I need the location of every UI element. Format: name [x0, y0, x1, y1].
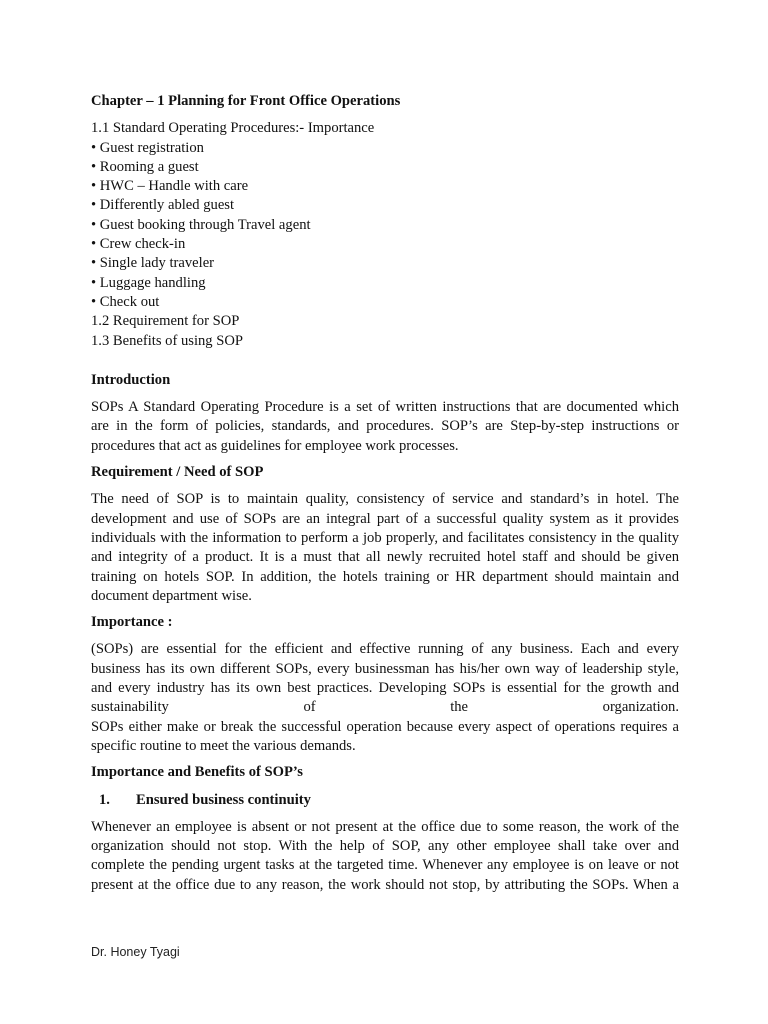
numbered-subheading [91, 791, 679, 810]
paragraph-line: specific routine to meet the various demands. [91, 737, 356, 754]
toc-line: • Differently abled guest [91, 197, 235, 214]
page-footer: Dr. Honey Tyagi [91, 945, 180, 959]
table-of-contents [91, 119, 679, 351]
document-page [91, 92, 679, 902]
item-number: 1. [99, 791, 110, 808]
paragraph-line: business has its own different SOPs, every businessman has his/her own way of leadership style, [91, 660, 679, 677]
requirement-heading: Requirement / Need of SOP [91, 464, 264, 481]
importance-paragraph [91, 640, 679, 756]
paragraph-line: complete the pending urgent tasks at the targeted time. Whenever any employee is on leave or not [91, 857, 679, 874]
toc-line: • Crew check-in [91, 236, 186, 253]
benefits-heading: Importance and Benefits of SOP’s [91, 764, 303, 781]
paragraph-line: development and use of SOPs are an integral part of a successful quality system as it provides [91, 510, 679, 527]
paragraph-line: present at the office due to any reason, the work should not stop, by attributing the SOPs. When a [91, 876, 679, 893]
paragraph-line: are in the form of policies, standards, and procedures. SOP’s are Step-by-step instructions or [91, 418, 679, 435]
spread-word: sustainability [91, 699, 169, 716]
toc-line: • Single lady traveler [91, 255, 215, 272]
paragraph-line: individuals with the information to perform a job properly, and facilitates consistency in the quality [91, 529, 679, 546]
toc-line: • Luggage handling [91, 274, 206, 291]
paragraph-line: and every industry has its own best practices. Developing SOPs is essential for the growth and [91, 680, 679, 697]
paragraph-line: procedures that act as guidelines for employee work processes. [91, 437, 459, 454]
paragraph-line: SOPs either make or break the successful operation because every aspect of operations requires a [91, 718, 679, 735]
toc-line: 1.1 Standard Operating Procedures:- Importance [91, 120, 375, 137]
continuity-paragraph [91, 818, 679, 895]
toc-line: 1.2 Requirement for SOP [91, 313, 240, 330]
paragraph-line: training on hotels SOP. In addition, the hotels training or HR department should maintain and [91, 568, 679, 585]
toc-line: • Check out [91, 293, 160, 310]
introduction-heading: Introduction [91, 371, 171, 388]
importance-heading: Importance : [91, 614, 173, 631]
paragraph-line: Whenever an employee is absent or not present at the office due to some reason, the work of the [91, 818, 679, 835]
paragraph-line: SOPs A Standard Operating Procedure is a set of written instructions that are documented which [91, 399, 679, 416]
toc-line: 1.3 Benefits of using SOP [91, 332, 244, 349]
spread-word: of [303, 699, 316, 716]
paragraph-line: and integrity of a product. It is a must that all newly recruited hotel staff and should be given [91, 549, 679, 566]
item-title: Ensured business continuity [136, 791, 311, 808]
spread-line [91, 698, 679, 717]
spread-word: organization. [602, 699, 679, 716]
toc-line: • HWC – Handle with care [91, 178, 249, 195]
spread-word: the [450, 699, 469, 716]
toc-line: • Rooming a guest [91, 158, 199, 175]
chapter-title: Chapter – 1 Planning for Front Office Operations [91, 93, 401, 109]
introduction-paragraph [91, 398, 679, 456]
paragraph-line: document department wise. [91, 587, 252, 604]
paragraph-line: The need of SOP is to maintain quality, consistency of service and standard’s in hotel. The [91, 491, 679, 508]
toc-line: • Guest booking through Travel agent [91, 216, 311, 233]
toc-line: • Guest registration [91, 139, 204, 156]
paragraph-line: organization should not stop. With the help of SOP, any other employee shall take over and [91, 838, 679, 855]
paragraph-line: (SOPs) are essential for the efficient and effective running of any business. Each and every [91, 641, 679, 658]
requirement-paragraph [91, 490, 679, 606]
